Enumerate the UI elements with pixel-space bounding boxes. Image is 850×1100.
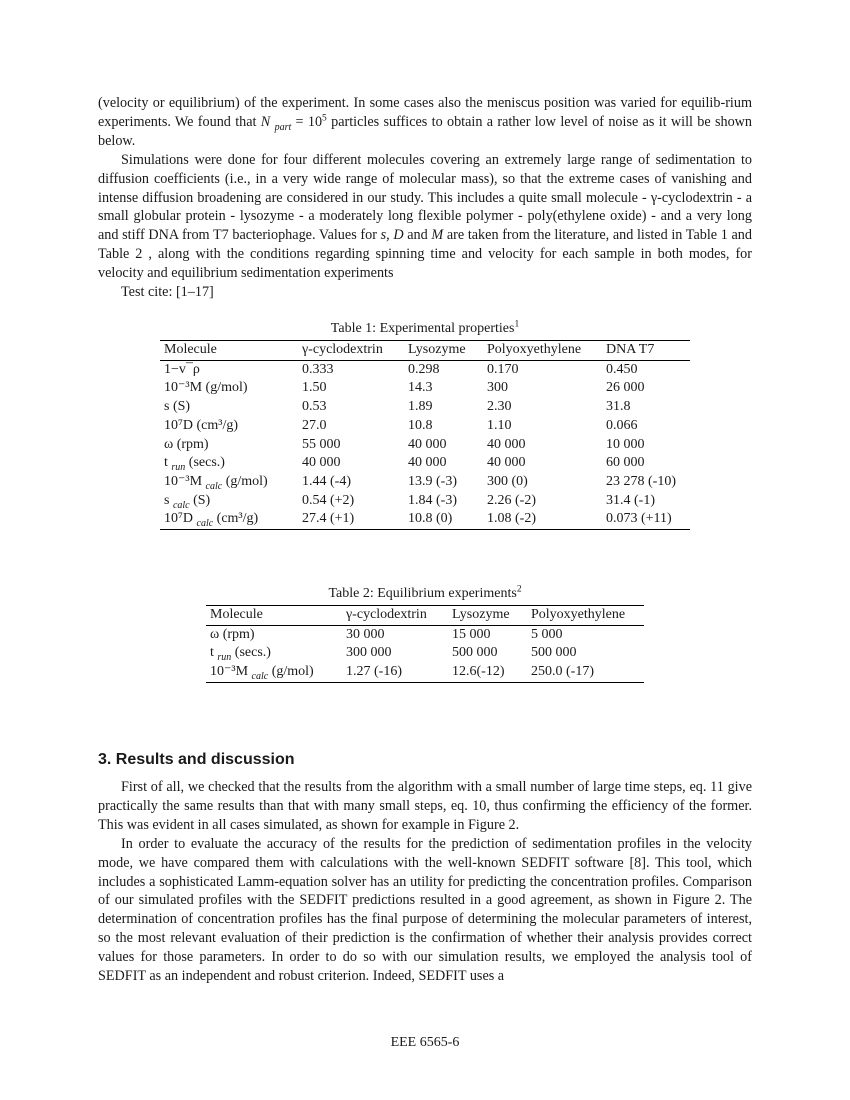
column-header: Molecule [210,607,263,622]
table-cell: 300 [487,380,508,396]
symbol-s: s [380,227,387,244]
row-label-text: t [210,645,218,661]
text-span: = 10 [291,113,323,130]
table-row [206,644,644,663]
results-paragraph-1: First of all, we checked that the results from the algorithm with a small number of large time steps, eq. 11 give practically the same results than that with many small steps, eq. 10, thus confirming the efficiency of the former. This was evident in all cases simulated, as shown for example in Figure 2. [98,779,752,833]
row-label-text: 10⁷D [164,511,197,527]
row-label-subscript: calc [196,518,214,530]
table-cell: 10.8 (0) [408,511,453,527]
table-2-caption [206,585,644,603]
table-2 [206,585,644,683]
table-cell: 14.3 [408,380,433,396]
table-cell: 300 (0) [487,473,528,489]
subscript-part: part [274,121,292,133]
row-label-text: 10⁻³M [210,664,252,680]
table-cell: 26 000 [606,380,645,396]
row-label-subscript: run [217,652,232,664]
row-label-subscript: calc [251,670,269,682]
table-cell: 1.89 [408,399,433,415]
table-cell: 31.8 [606,399,631,415]
row-label-subscript: calc [205,480,223,492]
table-cell: 30 000 [346,626,385,642]
table-cell: 40 000 [408,455,447,471]
table-cell: 60 000 [606,455,645,471]
row-label [160,436,298,455]
row-label-text: 10⁻³M [164,473,206,489]
caption-footnote-mark: 2 [516,584,522,595]
row-label-unit: (g/mol) [222,473,268,489]
row-label [206,663,342,682]
table-cell: 0.54 (+2) [302,492,355,508]
row-label [160,492,298,511]
section-heading: 3. Results and discussion [98,751,295,768]
text-span: , [386,227,394,244]
table-row [160,454,690,473]
text-span: particles suffices to obtain a rather low level of noise as it will be shown below. [98,113,753,149]
table-cell: 0.073 (+11) [606,511,672,527]
row-label-subscript: run [171,462,186,474]
row-label-unit: (secs.) [231,645,271,661]
row-label [160,398,298,417]
exponent: 5 [322,113,327,124]
row-label-unit: (cm³/g) [213,511,259,527]
text-span: and [403,227,432,244]
row-label [206,644,342,663]
table-cell: 0.53 [302,399,327,415]
table-cell: 500 000 [531,645,577,661]
row-label [160,360,298,379]
table-row [160,510,690,529]
caption-text: Table 2: Equilibrium experiments [328,586,517,601]
column-header: Lysozyme [408,342,466,357]
table-1-grid [160,340,690,530]
row-label-text: ω (rpm) [210,626,255,642]
page-footer: EEE 6565-6 [390,1035,460,1050]
row-label-text: t [164,455,172,471]
table-cell: 5 000 [531,626,563,642]
table-cell: 40 000 [408,436,447,452]
column-header: Polyoxyethylene [531,607,626,622]
table-row [160,492,690,511]
row-label-text: ω (rpm) [164,436,209,452]
table-cell: 0.450 [606,361,638,377]
row-label-text: s (S) [164,399,191,415]
table-cell: 1.44 (-4) [302,473,351,489]
symbol-d: D [393,227,404,244]
row-label-unit: (g/mol) [268,664,314,680]
paragraph-3: Test cite: [1–17] [121,284,214,301]
column-header: Molecule [164,342,217,357]
table-cell: 0.066 [606,417,638,433]
table-cell: 13.9 (-3) [408,473,457,489]
table-cell: 300 000 [346,645,392,661]
table-2-grid [206,605,644,683]
table-cell: 1.50 [302,380,327,396]
table-cell: 0.333 [302,361,334,377]
table-cell: 10 000 [606,436,645,452]
table-row [160,360,690,379]
row-label [160,417,298,436]
text-span: are taken from the literature, and listed in Table 1 and Table 2 , along with the conditions regarding spinning time and velocity for each sample in both modes, for velocity and equilibrium sedimentation experiments [98,227,752,282]
row-label-text: 10⁷D (cm³/g) [164,417,239,433]
caption-footnote-mark: 1 [514,319,520,330]
table-cell: 0.170 [487,361,519,377]
row-label [160,454,298,473]
column-header: Polyoxyethylene [487,342,582,357]
row-label-text: 1−v¯ρ [164,361,200,377]
column-header: γ-cyclodextrin [346,607,427,622]
caption-text: Table 1: Experimental properties [330,321,515,336]
table-cell: 40 000 [302,455,341,471]
paragraph-1 [98,94,752,151]
table-cell: 250.0 (-17) [531,664,594,680]
table-cell: 27.0 [302,417,327,433]
table-row [206,625,644,644]
table-row [160,417,690,436]
table-cell: 2.30 [487,399,512,415]
table-row [160,379,690,398]
table-cell: 1.27 (-16) [346,664,402,680]
symbol-n: N [260,113,271,130]
intro-text [98,94,752,302]
table-header-row [206,606,644,626]
table-cell: 23 278 (-10) [606,473,676,489]
table-cell: 2.26 (-2) [487,492,536,508]
table-cell: 12.6(-12) [452,664,505,680]
row-label-subscript: calc [172,499,190,511]
column-header: γ-cyclodextrin [302,342,383,357]
results-paragraph-2: In order to evaluate the accuracy of the results for the prediction of sedimentation profiles in the velocity mode, we have compared them with calculations with the well-known SEDFIT software [8]. This tool, which includes a sophisticated Lamm-equation solver has an utility for predicting the concentration profiles. Comparison of our simulated profiles with the SEDFIT predictions resulted in a good agreement, as shown in Figure 2. The determination of concentration profiles has the final purpose of determining the molecular parameters of interest, so the most relevant evaluation of their prediction is the confirmation of whether their analysis provides correct values for those parameters. In order to do so with our simulation results, we employed the analysis tool of SEDFIT as an independent and robust criterion. Indeed, SEDFIT uses a [98,835,752,985]
table-row [160,436,690,455]
row-label [160,473,298,492]
column-header: DNA T7 [606,342,655,357]
table-cell: 31.4 (-1) [606,492,655,508]
row-label-unit: (S) [189,492,211,508]
paragraph-2 [98,151,752,283]
row-label [160,510,298,529]
table-cell: 1.08 (-2) [487,511,536,527]
row-label [206,625,342,644]
table-cell: 40 000 [487,436,526,452]
column-header: Lysozyme [452,607,510,622]
row-label-unit: (secs.) [185,455,225,471]
table-cell: 15 000 [452,626,491,642]
table-cell: 40 000 [487,455,526,471]
text-span: (velocity or equilibrium) of the experiment. In some cases also the meniscus position was varied for equilib-rium experiments. We found that [98,95,752,130]
section-text [98,778,752,986]
table-cell: 55 000 [302,436,341,452]
symbol-m: M [431,227,444,244]
table-row [160,398,690,417]
table-row [206,663,644,682]
table-1 [160,320,690,530]
row-label-text: s [164,492,173,508]
row-label-text: 10⁻³M (g/mol) [164,380,248,396]
table-row [160,473,690,492]
table-header-row [160,341,690,361]
table-cell: 27.4 (+1) [302,511,355,527]
table-cell: 0.298 [408,361,440,377]
table-1-caption [160,320,690,338]
table-cell: 1.10 [487,417,512,433]
row-label [160,379,298,398]
table-cell: 500 000 [452,645,498,661]
text-span: Simulations were done for four different molecules covering an extremely large range of sedimentation to diffusion coefficients (i.e., in a very wide range of molecular mass), so that the extreme cases of vanishing and intense diffusion broadening are considered in our study. This includes a quite small molecule - γ-cyclodextrin - a small globular protein - lysozyme - a moderately long flexible polymer - poly(ethylene oxide) - and a very long and stiff DNA from T7 bacteriophage. Values for [98,151,752,244]
table-cell: 1.84 (-3) [408,492,457,508]
table-cell: 10.8 [408,417,433,433]
